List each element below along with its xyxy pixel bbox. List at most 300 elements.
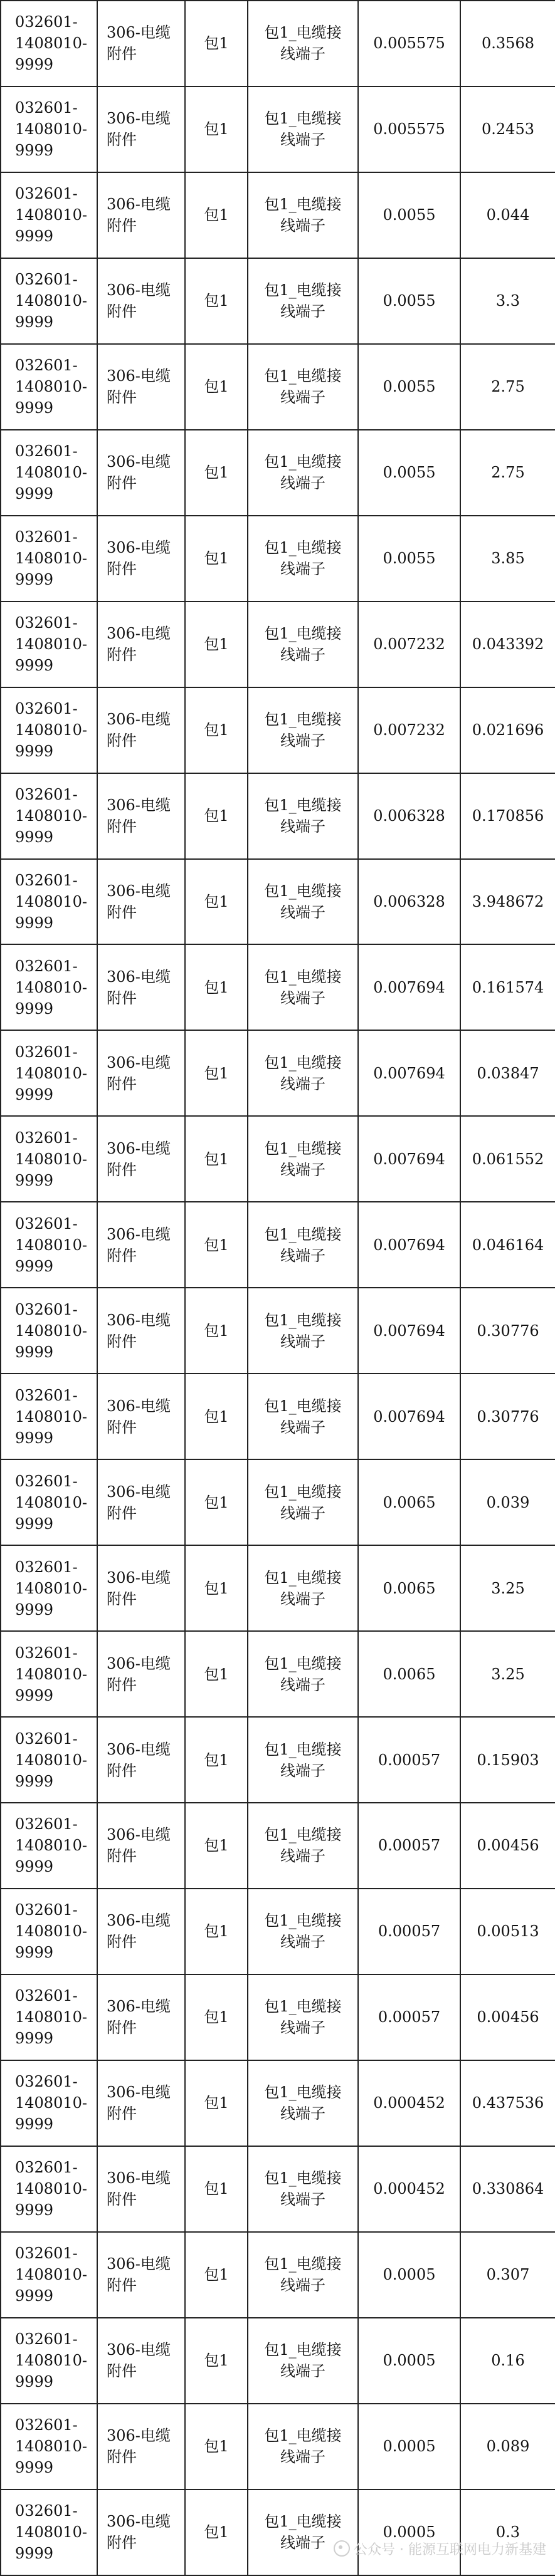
cell-amount: 0.437536	[460, 2060, 555, 2146]
cell-category	[97, 2060, 185, 2146]
table-row	[1, 1030, 555, 1116]
cell-material-code	[1, 1030, 97, 1116]
cell-item-name	[248, 344, 358, 430]
cell-category	[97, 1631, 185, 1717]
cell-amount: 0.043392	[460, 602, 555, 687]
cell-item-name-line: 包1_电缆接	[264, 539, 342, 557]
cell-quantity: 0.00057	[358, 1889, 460, 1974]
cell-item-name-line: 包1_电缆接	[264, 367, 342, 385]
cell-item-name-line: 包1_电缆接	[264, 1654, 342, 1672]
cell-item-name-line: 包1_电缆接	[264, 1826, 342, 1844]
cell-item-name-line: 包1_电缆接	[264, 1998, 342, 2016]
table-row	[1, 344, 555, 430]
cell-category	[97, 1889, 185, 1974]
cell-material-code-line: 032601-	[15, 1729, 78, 1748]
cell-category	[97, 687, 185, 773]
cell-package: 包1	[185, 430, 248, 516]
cell-amount: 0.2453	[460, 86, 555, 172]
cell-package: 包1	[185, 1459, 248, 1545]
table-row	[1, 1545, 555, 1631]
cell-category-line: 306-电缆	[107, 2513, 171, 2531]
cell-material-code	[1, 1545, 97, 1631]
cell-material-code-line: 9999	[15, 2201, 54, 2219]
cell-material-code	[1, 1288, 97, 1374]
cell-category-line: 附件	[107, 2534, 137, 2552]
cell-item-name	[248, 516, 358, 602]
cell-item-name-line: 线端子	[280, 989, 325, 1007]
cell-category-line: 附件	[107, 1847, 137, 1865]
cell-category-line: 306-电缆	[107, 2083, 171, 2102]
cell-material-code	[1, 1889, 97, 1974]
cell-item-name-line: 包1_电缆接	[264, 625, 342, 643]
table-row	[1, 172, 555, 258]
cell-material-code-line: 9999	[15, 1772, 54, 1790]
cell-material-code-line: 9999	[15, 743, 54, 761]
cell-quantity: 0.0065	[358, 1459, 460, 1545]
cell-material-code-line: 1408010-	[15, 1150, 87, 1168]
cell-category	[97, 1717, 185, 1803]
cell-category	[97, 430, 185, 516]
cell-category-line: 附件	[107, 1332, 137, 1350]
cell-category-line: 附件	[107, 904, 137, 921]
cell-material-code-line: 1408010-	[15, 1751, 87, 1769]
cell-material-code-line: 9999	[15, 657, 54, 675]
cell-category-line: 306-电缆	[107, 196, 171, 214]
cell-material-code-line: 1408010-	[15, 550, 87, 568]
cell-amount: 0.16	[460, 2318, 555, 2404]
cell-material-code-line: 1408010-	[15, 1922, 87, 1941]
cell-item-name-line: 线端子	[280, 1761, 325, 1780]
cell-material-code-line: 1408010-	[15, 2438, 87, 2456]
cell-quantity: 0.000452	[358, 2060, 460, 2146]
cell-material-code-line: 1408010-	[15, 1236, 87, 1254]
cell-material-code-line: 032601-	[15, 1558, 78, 1576]
cell-category-line: 附件	[107, 2276, 137, 2295]
cell-amount: 0.30776	[460, 1374, 555, 1459]
cell-item-name	[248, 1974, 358, 2060]
cell-material-code-line: 032601-	[15, 271, 78, 289]
cell-material-code	[1, 773, 97, 859]
cell-item-name	[248, 1803, 358, 1889]
cell-amount: 0.15903	[460, 1717, 555, 1803]
cell-material-code-line: 9999	[15, 828, 54, 847]
cell-material-code	[1, 86, 97, 172]
cell-material-code-line: 9999	[15, 2030, 54, 2048]
cell-material-code-line: 9999	[15, 2373, 54, 2391]
cell-item-name-line: 包1_电缆接	[264, 1740, 342, 1758]
cell-item-name-line: 包1_电缆接	[264, 2083, 342, 2102]
cell-material-code-line: 9999	[15, 1085, 54, 1103]
cell-quantity: 0.006328	[358, 773, 460, 859]
cell-category	[97, 773, 185, 859]
cell-material-code-line: 9999	[15, 1171, 54, 1189]
cell-material-code-line: 9999	[15, 142, 54, 160]
cell-category-line: 306-电缆	[107, 1225, 171, 1243]
cell-material-code	[1, 1374, 97, 1459]
cell-package: 包1	[185, 1288, 248, 1374]
cell-package: 包1	[185, 1889, 248, 1974]
cell-amount: 0.046164	[460, 1202, 555, 1288]
cell-material-code	[1, 944, 97, 1030]
cell-category	[97, 344, 185, 430]
cell-material-code	[1, 2490, 97, 2575]
cell-category	[97, 516, 185, 602]
cell-item-name-line: 线端子	[280, 2105, 325, 2123]
cell-item-name	[248, 1459, 358, 1545]
cell-category-line: 附件	[107, 1761, 137, 1780]
cell-material-code-line: 9999	[15, 914, 54, 932]
table-row	[1, 1374, 555, 1459]
cell-category-line: 附件	[107, 1246, 137, 1265]
cell-category-line: 附件	[107, 1160, 137, 1179]
table-row	[1, 1631, 555, 1717]
cell-material-code	[1, 2318, 97, 2404]
cell-package: 包1	[185, 1717, 248, 1803]
cell-item-name-line: 包1_电缆接	[264, 281, 342, 300]
cell-category-line: 306-电缆	[107, 1568, 171, 1587]
cell-material-code-line: 9999	[15, 1257, 54, 1275]
cell-quantity: 0.007694	[358, 1202, 460, 1288]
cell-material-code-line: 1408010-	[15, 2523, 87, 2542]
cell-package: 包1	[185, 602, 248, 687]
cell-material-code	[1, 1631, 97, 1717]
cell-item-name-line: 线端子	[280, 646, 325, 664]
cell-item-name-line: 线端子	[280, 1075, 325, 1093]
cell-item-name-line: 线端子	[280, 2448, 325, 2466]
cell-material-code-line: 032601-	[15, 2159, 78, 2177]
cell-package: 包1	[185, 258, 248, 344]
cell-item-name-line: 包1_电缆接	[264, 2341, 342, 2359]
cell-material-code-line: 032601-	[15, 1815, 78, 1833]
cell-material-code-line: 032601-	[15, 99, 78, 117]
cell-material-code-line: 9999	[15, 1343, 54, 1361]
cell-quantity: 0.0005	[358, 2232, 460, 2318]
cell-material-code-line: 032601-	[15, 700, 78, 718]
cell-material-code-line: 1408010-	[15, 1407, 87, 1426]
cell-category	[97, 2318, 185, 2404]
cell-category-line: 306-电缆	[107, 1740, 171, 1758]
cell-item-name-line: 包1_电缆接	[264, 1225, 342, 1243]
cell-item-name	[248, 2060, 358, 2146]
cell-material-code-line: 9999	[15, 56, 54, 74]
cell-material-code-line: 1408010-	[15, 978, 87, 996]
cell-quantity: 0.007694	[358, 1116, 460, 1202]
cell-category	[97, 2232, 185, 2318]
cell-category	[97, 1202, 185, 1288]
cell-material-code	[1, 687, 97, 773]
cell-category	[97, 1374, 185, 1459]
cell-category-line: 附件	[107, 560, 137, 578]
cell-item-name-line: 包1_电缆接	[264, 2513, 342, 2531]
cell-amount: 0.307	[460, 2232, 555, 2318]
cell-amount: 0.3	[460, 2490, 555, 2575]
cell-item-name	[248, 1717, 358, 1803]
cell-category-line: 附件	[107, 818, 137, 836]
cell-material-code-line: 9999	[15, 571, 54, 589]
cell-category-line: 306-电缆	[107, 711, 171, 729]
cell-material-code-line: 9999	[15, 227, 54, 246]
cell-item-name-line: 包1_电缆接	[264, 110, 342, 128]
cell-material-code	[1, 516, 97, 602]
cell-category-line: 306-电缆	[107, 2255, 171, 2273]
cell-category-line: 306-电缆	[107, 2427, 171, 2445]
cell-quantity: 0.0005	[358, 2404, 460, 2490]
cell-material-code-line: 1408010-	[15, 635, 87, 654]
cell-material-code-line: 1408010-	[15, 893, 87, 910]
cell-item-name-line: 包1_电缆接	[264, 1311, 342, 1329]
table-row	[1, 2318, 555, 2404]
cell-material-code	[1, 1202, 97, 1288]
cell-item-name-line: 包1_电缆接	[264, 1397, 342, 1415]
cell-amount: 0.03847	[460, 1030, 555, 1116]
cell-category-line: 306-电缆	[107, 110, 171, 128]
cell-category-line: 306-电缆	[107, 625, 171, 643]
cell-item-name	[248, 1288, 358, 1374]
cell-item-name-line: 线端子	[280, 388, 325, 407]
cell-material-code-line: 9999	[15, 2459, 54, 2477]
cell-material-code-line: 9999	[15, 1600, 54, 1619]
wechat-account-icon	[334, 2540, 350, 2557]
cell-item-name-line: 包1_电缆接	[264, 1483, 342, 1501]
table-row	[1, 1889, 555, 1974]
cell-item-name	[248, 1631, 358, 1717]
cell-category-line: 306-电缆	[107, 967, 171, 986]
cell-quantity: 0.0055	[358, 344, 460, 430]
cell-material-code-line: 9999	[15, 2545, 54, 2563]
cell-item-name-line: 线端子	[280, 131, 325, 149]
cell-package: 包1	[185, 1374, 248, 1459]
cell-item-name	[248, 1, 358, 86]
cell-item-name	[248, 1202, 358, 1288]
table-row	[1, 944, 555, 1030]
cell-category-line: 附件	[107, 1590, 137, 1608]
cell-item-name	[248, 1545, 358, 1631]
cell-category-line: 306-电缆	[107, 1053, 171, 1072]
cell-quantity: 0.0055	[358, 258, 460, 344]
cell-category-line: 附件	[107, 2448, 137, 2466]
watermark	[334, 2539, 546, 2558]
cell-amount: 0.00513	[460, 1889, 555, 1974]
cell-material-code	[1, 1459, 97, 1545]
cell-material-code-line: 1408010-	[15, 292, 87, 310]
cell-material-code	[1, 2060, 97, 2146]
cell-item-name-line: 包1_电缆接	[264, 1139, 342, 1157]
cell-material-code-line: 032601-	[15, 957, 78, 975]
cell-category	[97, 86, 185, 172]
table-row	[1, 1202, 555, 1288]
cell-item-name-line: 包1_电缆接	[264, 24, 342, 42]
cell-package: 包1	[185, 86, 248, 172]
cell-package: 包1	[185, 172, 248, 258]
cell-category-line: 附件	[107, 388, 137, 407]
cell-category-line: 306-电缆	[107, 882, 171, 900]
cell-material-code-line: 032601-	[15, 13, 78, 31]
table-body	[1, 1, 555, 2575]
cell-material-code-line: 1408010-	[15, 2094, 87, 2112]
cell-amount: 0.30776	[460, 1288, 555, 1374]
cell-category-line: 306-电缆	[107, 1912, 171, 1930]
table-row	[1, 773, 555, 859]
cell-category-line: 306-电缆	[107, 1397, 171, 1415]
cell-material-code-line: 9999	[15, 1429, 54, 1447]
cell-category	[97, 1545, 185, 1631]
cell-item-name-line: 线端子	[280, 1590, 325, 1608]
cell-material-code-line: 1408010-	[15, 2266, 87, 2284]
cell-quantity: 0.007694	[358, 944, 460, 1030]
cell-item-name-line: 线端子	[280, 2191, 325, 2209]
cell-item-name-line: 线端子	[280, 2276, 325, 2295]
cell-category	[97, 2490, 185, 2575]
table-row	[1, 2232, 555, 2318]
cell-category	[97, 1803, 185, 1889]
cell-quantity: 0.007232	[358, 687, 460, 773]
cell-material-code-line: 032601-	[15, 357, 78, 375]
cell-category-line: 306-电缆	[107, 2169, 171, 2188]
cell-material-code	[1, 1803, 97, 1889]
cell-category-line: 附件	[107, 45, 137, 63]
table-row	[1, 1, 555, 86]
cell-material-code-line: 1408010-	[15, 464, 87, 482]
cell-item-name-line: 线端子	[280, 303, 325, 321]
cell-amount: 3.3	[460, 258, 555, 344]
cell-category	[97, 1116, 185, 1202]
cell-category-line: 306-电缆	[107, 1139, 171, 1157]
cell-package: 包1	[185, 344, 248, 430]
cell-quantity: 0.007694	[358, 1374, 460, 1459]
cell-category-line: 306-电缆	[107, 539, 171, 557]
table-row	[1, 687, 555, 773]
cell-item-name	[248, 258, 358, 344]
cell-item-name-line: 包1_电缆接	[264, 2169, 342, 2188]
cell-material-code	[1, 1717, 97, 1803]
cell-material-code-line: 1408010-	[15, 807, 87, 825]
cell-category	[97, 1, 185, 86]
cell-material-code-line: 032601-	[15, 2416, 78, 2434]
cell-category	[97, 1288, 185, 1374]
cell-amount: 2.75	[460, 430, 555, 516]
cell-amount: 0.044	[460, 172, 555, 258]
cell-item-name-line: 包1_电缆接	[264, 711, 342, 729]
cell-category-line: 附件	[107, 131, 137, 149]
cell-item-name-line: 线端子	[280, 1160, 325, 1179]
cell-category-line: 306-电缆	[107, 1483, 171, 1501]
cell-package: 包1	[185, 1202, 248, 1288]
cell-material-code	[1, 1974, 97, 2060]
cell-category-line: 附件	[107, 1075, 137, 1093]
cell-material-code	[1, 344, 97, 430]
cell-quantity: 0.005575	[358, 86, 460, 172]
cell-quantity: 0.00057	[358, 1803, 460, 1889]
cell-material-code	[1, 859, 97, 945]
cell-material-code	[1, 1116, 97, 1202]
cell-material-code-line: 032601-	[15, 1214, 78, 1233]
cell-material-code-line: 032601-	[15, 1644, 78, 1662]
cell-quantity: 0.005575	[358, 1, 460, 86]
cell-quantity: 0.007694	[358, 1030, 460, 1116]
cell-material-code-line: 1408010-	[15, 378, 87, 396]
cell-material-code-line: 9999	[15, 999, 54, 1018]
cell-package: 包1	[185, 2060, 248, 2146]
cell-item-name-line: 线端子	[280, 474, 325, 493]
cell-item-name-line: 线端子	[280, 1676, 325, 1694]
cell-quantity: 0.0055	[358, 516, 460, 602]
cell-material-code-line: 032601-	[15, 1129, 78, 1147]
cell-material-code-line: 1408010-	[15, 721, 87, 739]
cell-material-code	[1, 172, 97, 258]
cell-material-code	[1, 430, 97, 516]
table-row	[1, 602, 555, 687]
cell-category-line: 附件	[107, 474, 137, 493]
cell-amount: 0.00456	[460, 1803, 555, 1889]
cell-material-code-line: 1408010-	[15, 120, 87, 138]
cell-amount: 3.25	[460, 1631, 555, 1717]
cell-category-line: 附件	[107, 732, 137, 750]
cell-item-name	[248, 859, 358, 945]
cell-package: 包1	[185, 859, 248, 945]
cell-item-name	[248, 86, 358, 172]
cell-category-line: 306-电缆	[107, 367, 171, 385]
cell-category-line: 附件	[107, 217, 137, 235]
cell-material-code-line: 1408010-	[15, 1322, 87, 1340]
cell-material-code-line: 032601-	[15, 528, 78, 546]
cell-item-name-line: 线端子	[280, 2362, 325, 2380]
cell-material-code-line: 032601-	[15, 1043, 78, 1061]
cell-item-name-line: 包1_电缆接	[264, 2427, 342, 2445]
cell-item-name-line: 包1_电缆接	[264, 967, 342, 986]
cell-material-code-line: 9999	[15, 1686, 54, 1704]
cell-material-code-line: 032601-	[15, 2502, 78, 2520]
cell-category-line: 附件	[107, 2191, 137, 2209]
cell-material-code-line: 9999	[15, 399, 54, 417]
table-row	[1, 2146, 555, 2232]
cell-material-code-line: 1408010-	[15, 2352, 87, 2370]
cell-material-code-line: 1408010-	[15, 1837, 87, 1855]
cell-category-line: 附件	[107, 1676, 137, 1694]
cell-material-code	[1, 602, 97, 687]
cell-category-line: 附件	[107, 303, 137, 321]
cell-item-name-line: 包1_电缆接	[264, 1568, 342, 1587]
cell-amount: 0.021696	[460, 687, 555, 773]
cell-package: 包1	[185, 773, 248, 859]
table-row	[1, 2490, 555, 2575]
cell-category-line: 附件	[107, 2105, 137, 2123]
cell-package: 包1	[185, 1974, 248, 2060]
cell-item-name	[248, 602, 358, 687]
cell-item-name-line: 线端子	[280, 1847, 325, 1865]
cell-quantity: 0.0055	[358, 430, 460, 516]
cell-item-name	[248, 1116, 358, 1202]
table-row	[1, 86, 555, 172]
cell-material-code	[1, 2232, 97, 2318]
cell-item-name	[248, 2146, 358, 2232]
watermark-text: 公众号 · 能源互联网电力新基建	[354, 2542, 546, 2558]
cell-package: 包1	[185, 1803, 248, 1889]
table-row	[1, 1459, 555, 1545]
cell-item-name	[248, 172, 358, 258]
cell-item-name-line: 线端子	[280, 2019, 325, 2037]
cell-package: 包1	[185, 1116, 248, 1202]
cell-item-name	[248, 687, 358, 773]
cell-category	[97, 1030, 185, 1116]
cell-material-code-line: 1408010-	[15, 1579, 87, 1597]
cell-category-line: 附件	[107, 2362, 137, 2380]
cell-quantity: 0.0055	[358, 172, 460, 258]
cell-material-code-line: 9999	[15, 1858, 54, 1876]
cell-item-name	[248, 430, 358, 516]
cell-category	[97, 1974, 185, 2060]
cell-category	[97, 2146, 185, 2232]
cell-item-name	[248, 1889, 358, 1974]
